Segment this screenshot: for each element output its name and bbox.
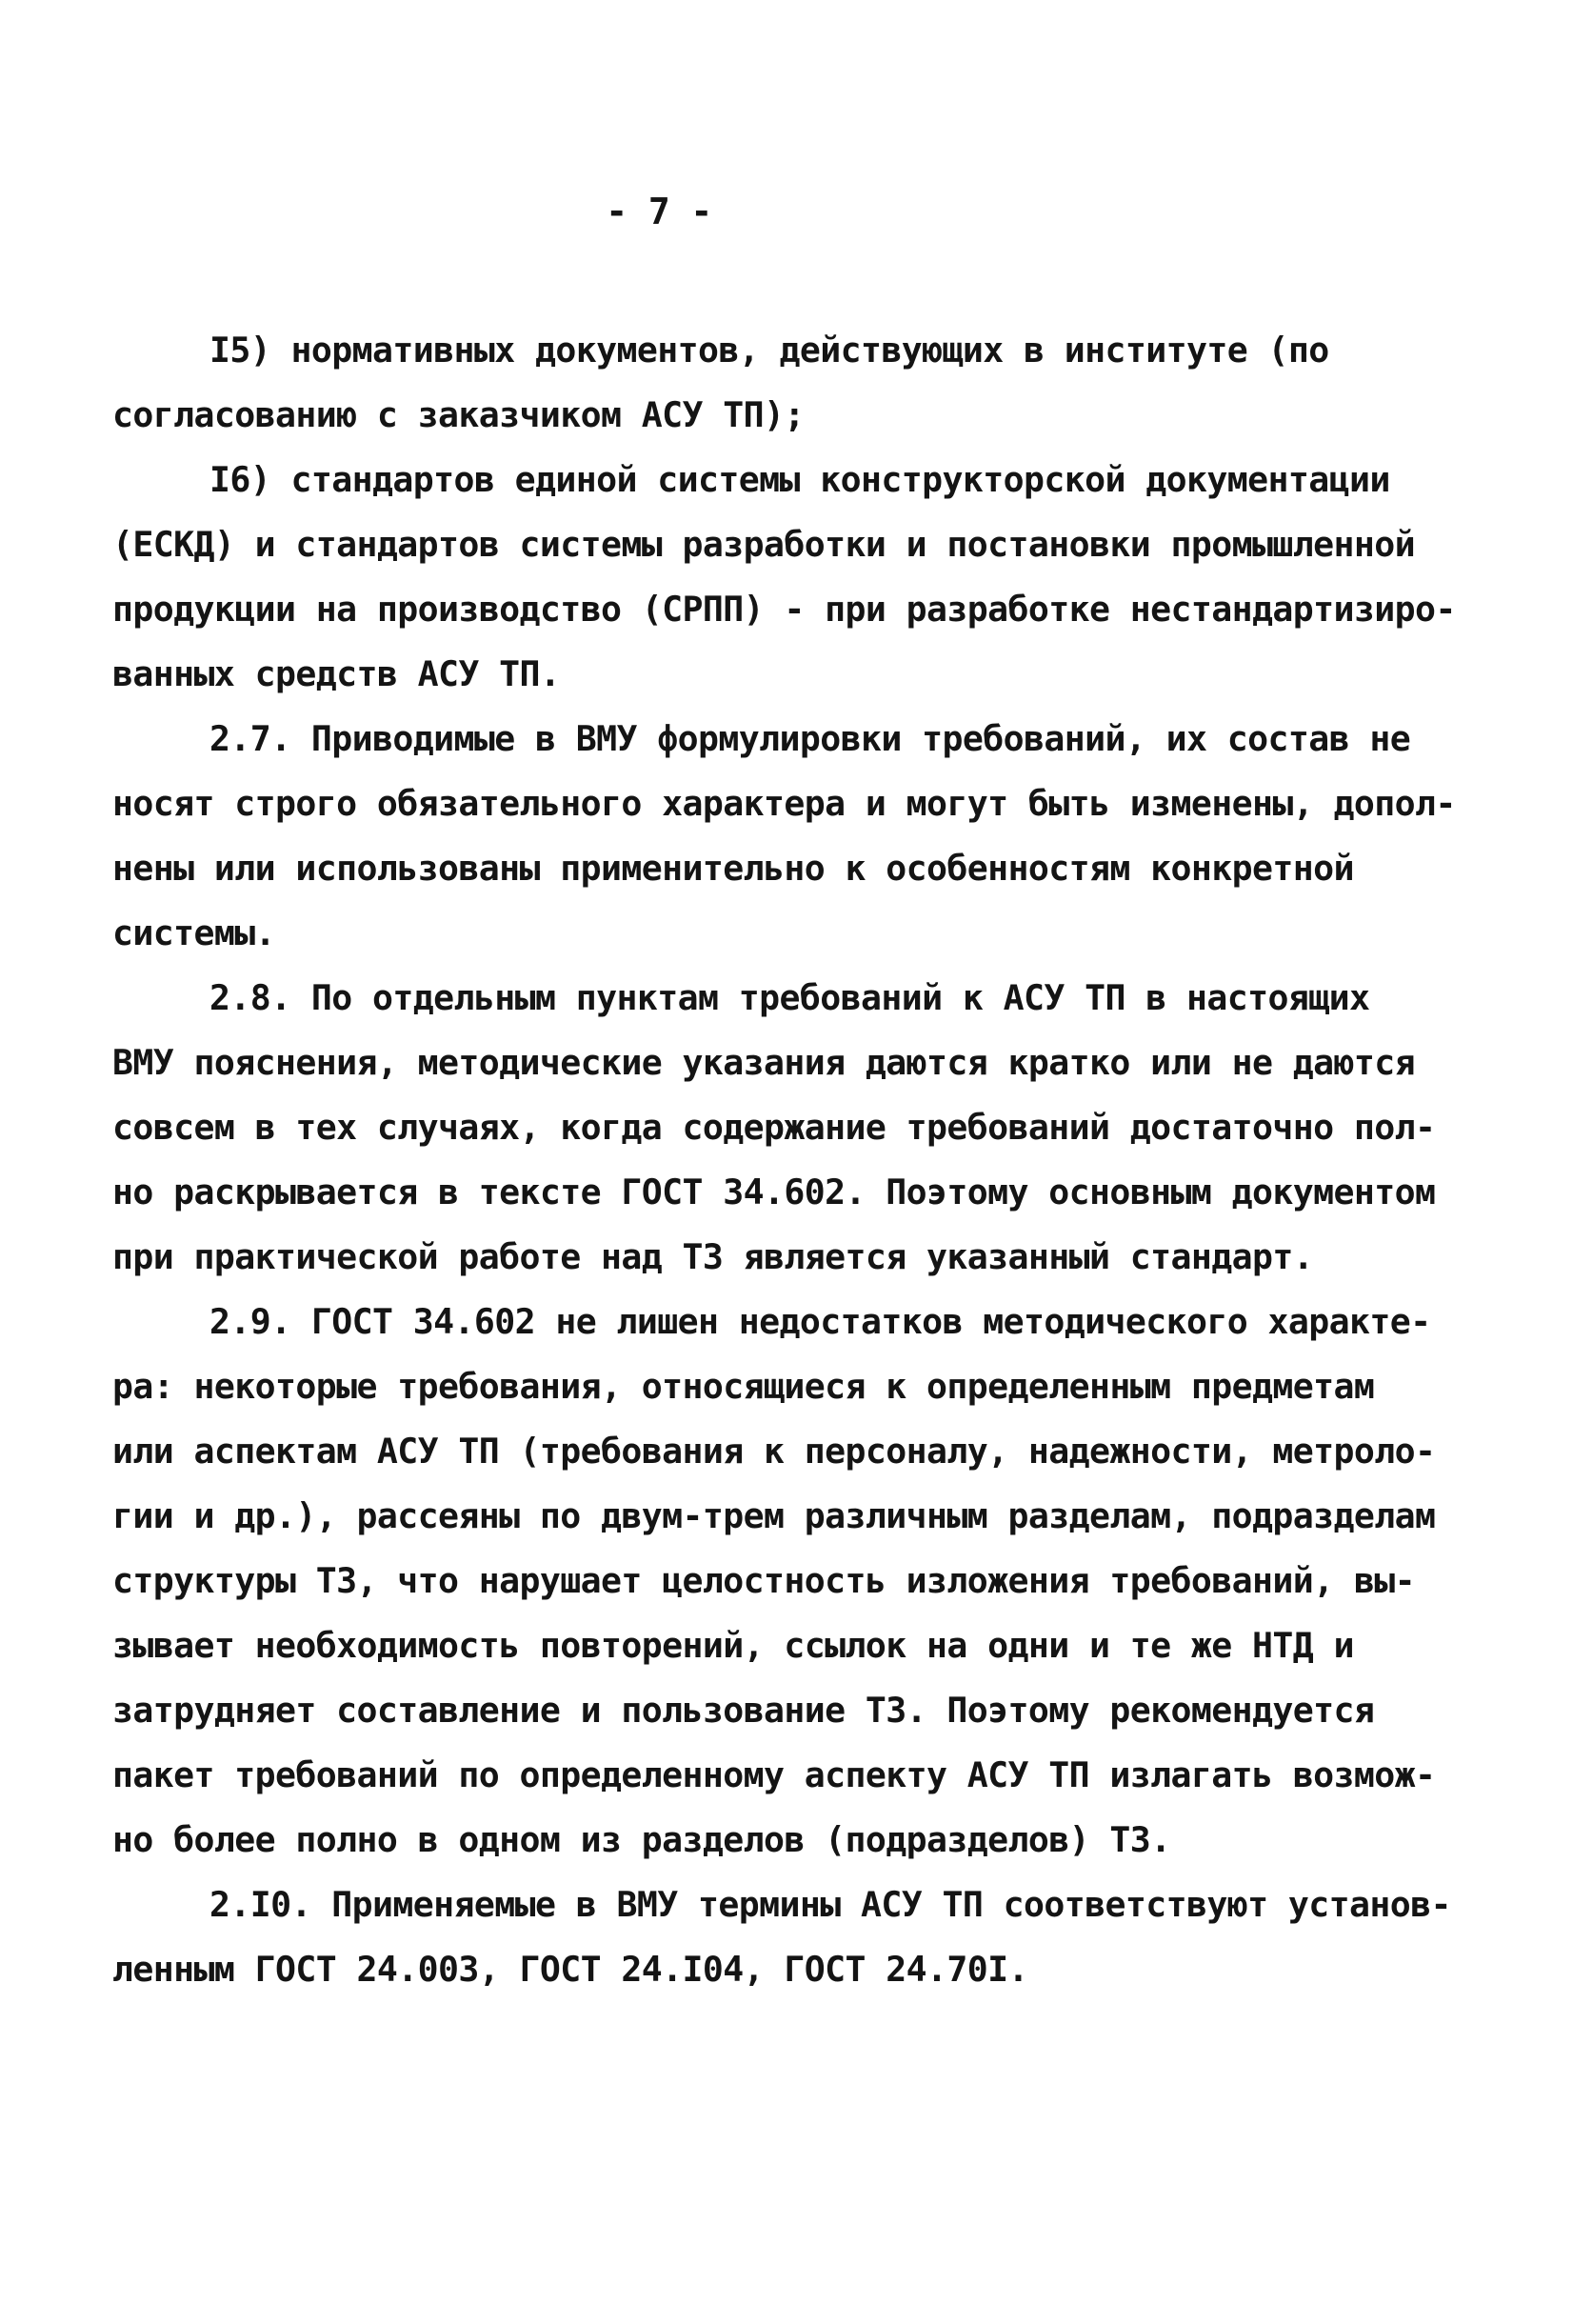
text-line: продукции на производство (СРПП) - при разработке нестандартизиро-	[112, 589, 1456, 630]
text-line: но раскрывается в тексте ГОСТ 34.602. Поэтому основным документом	[112, 1172, 1436, 1212]
text-line: ра: некоторые требования, относящиеся к определенным предметам	[112, 1366, 1375, 1407]
text-line: затрудняет составление и пользование ТЗ. Поэтому рекомендуется	[112, 1690, 1375, 1731]
text-line: I6) стандартов единой системы конструкторской документации	[209, 459, 1390, 500]
text-line: 2.8. По отдельным пунктам требований к АСУ ТП в настоящих	[209, 977, 1370, 1018]
text-line: ленным ГОСТ 24.003, ГОСТ 24.I04, ГОСТ 24.70I.	[112, 1949, 1028, 1990]
text-line: но более полно в одном из разделов (подразделов) ТЗ.	[112, 1819, 1171, 1860]
page-number: - 7 -	[606, 190, 712, 232]
text-line: пакет требований по определенному аспекту АСУ ТП излагать возмож-	[112, 1754, 1436, 1795]
text-line: I5) нормативных документов, действующих в институте (по	[209, 330, 1329, 371]
text-line: структуры ТЗ, что нарушает целостность изложения требований, вы-	[112, 1560, 1415, 1601]
text-line: гии и др.), рассеяны по двум-трем различным разделам, подразделам	[112, 1495, 1436, 1536]
text-line: согласованию с заказчиком АСУ ТП);	[112, 394, 805, 435]
text-line: (ЕСКД) и стандартов системы разработки и постановки промышленной	[112, 524, 1415, 565]
text-line: при практической работе над ТЗ является указанный стандарт.	[112, 1236, 1314, 1277]
text-line: ванных средств АСУ ТП.	[112, 653, 561, 694]
text-line: зывает необходимость повторений, ссылок на одни и те же НТД и	[112, 1625, 1354, 1666]
text-line: 2.9. ГОСТ 34.602 не лишен недостатков методического характе-	[209, 1301, 1431, 1342]
text-line: ВМУ пояснения, методические указания даются кратко или не даются	[112, 1042, 1415, 1083]
text-line: 2.7. Приводимые в ВМУ формулировки требований, их состав не	[209, 718, 1411, 759]
text-line: 2.I0. Применяемые в ВМУ термины АСУ ТП соответствуют установ-	[209, 1884, 1451, 1925]
text-line: нены или использованы применительно к особенностям конкретной	[112, 848, 1354, 889]
text-line: совсем в тех случаях, когда содержание требований достаточно пол-	[112, 1107, 1436, 1148]
text-line: или аспектам АСУ ТП (требования к персоналу, надежности, метроло-	[112, 1431, 1436, 1472]
text-line: системы.	[112, 912, 275, 953]
text-line: носят строго обязательного характера и могут быть изменены, допол-	[112, 783, 1456, 824]
